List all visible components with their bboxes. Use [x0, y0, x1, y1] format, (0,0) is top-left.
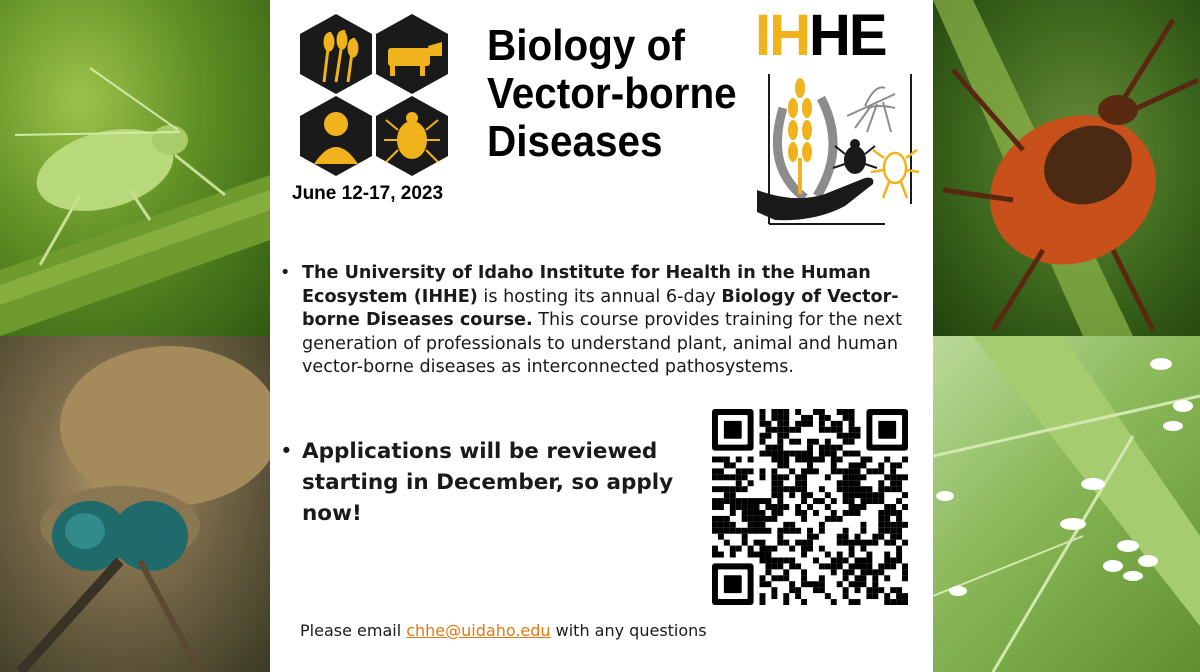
mosquito-icon: [847, 87, 895, 132]
course-name: Biology of Vector-borne Diseases course.: [302, 286, 899, 330]
institute-name: The University of Idaho Institute for Health in the Human Ecosystem (IHHE): [302, 263, 871, 307]
event-title: [487, 22, 737, 166]
description-bullet: [280, 262, 920, 380]
description-text-1: is hosting its annual 6-day: [477, 286, 722, 307]
cow-hexagon: [376, 14, 448, 94]
tick-photo: [933, 0, 1200, 336]
aphid-photo: [0, 0, 270, 336]
description-text-2: This course provides training for the next generation of professionals to understand plant, animal and human vector-borne diseases as interconnected pathosystems.: [302, 310, 903, 377]
mosquito-photo: [0, 336, 270, 672]
footer-suffix: with any questions: [550, 621, 707, 640]
application-notice: Applications will be reviewed starting in December, so apply now!: [302, 439, 674, 526]
person-hexagon: [300, 96, 372, 176]
bullet-icon: •: [280, 263, 291, 283]
application-bullet: [280, 436, 680, 529]
event-date: June 12-17, 2023: [292, 183, 444, 204]
ihhe-suffix: HE: [809, 3, 886, 68]
title-line-2: Vector-borne: [487, 69, 737, 118]
whitefly-photo: [933, 336, 1200, 672]
ihhe-logo-emblem: [755, 8, 925, 230]
title-line-1: Biology of: [487, 21, 685, 70]
tick-hexagon: [376, 96, 448, 176]
contact-footer: [300, 621, 707, 640]
email-link[interactable]: chhe@uidaho.edu: [406, 621, 551, 640]
honeycomb-logo: [296, 12, 472, 180]
hand-icon: [757, 178, 873, 221]
qr-code[interactable]: [712, 409, 908, 605]
footer-prefix: Please email: [300, 621, 407, 640]
wheat-hexagon: [300, 14, 372, 94]
title-line-3: Diseases: [487, 117, 663, 166]
wheat-icon: [788, 78, 812, 194]
bullet-icon: •: [280, 439, 293, 464]
beetle-icon: [833, 140, 877, 173]
ihhe-prefix: IH: [755, 3, 809, 68]
